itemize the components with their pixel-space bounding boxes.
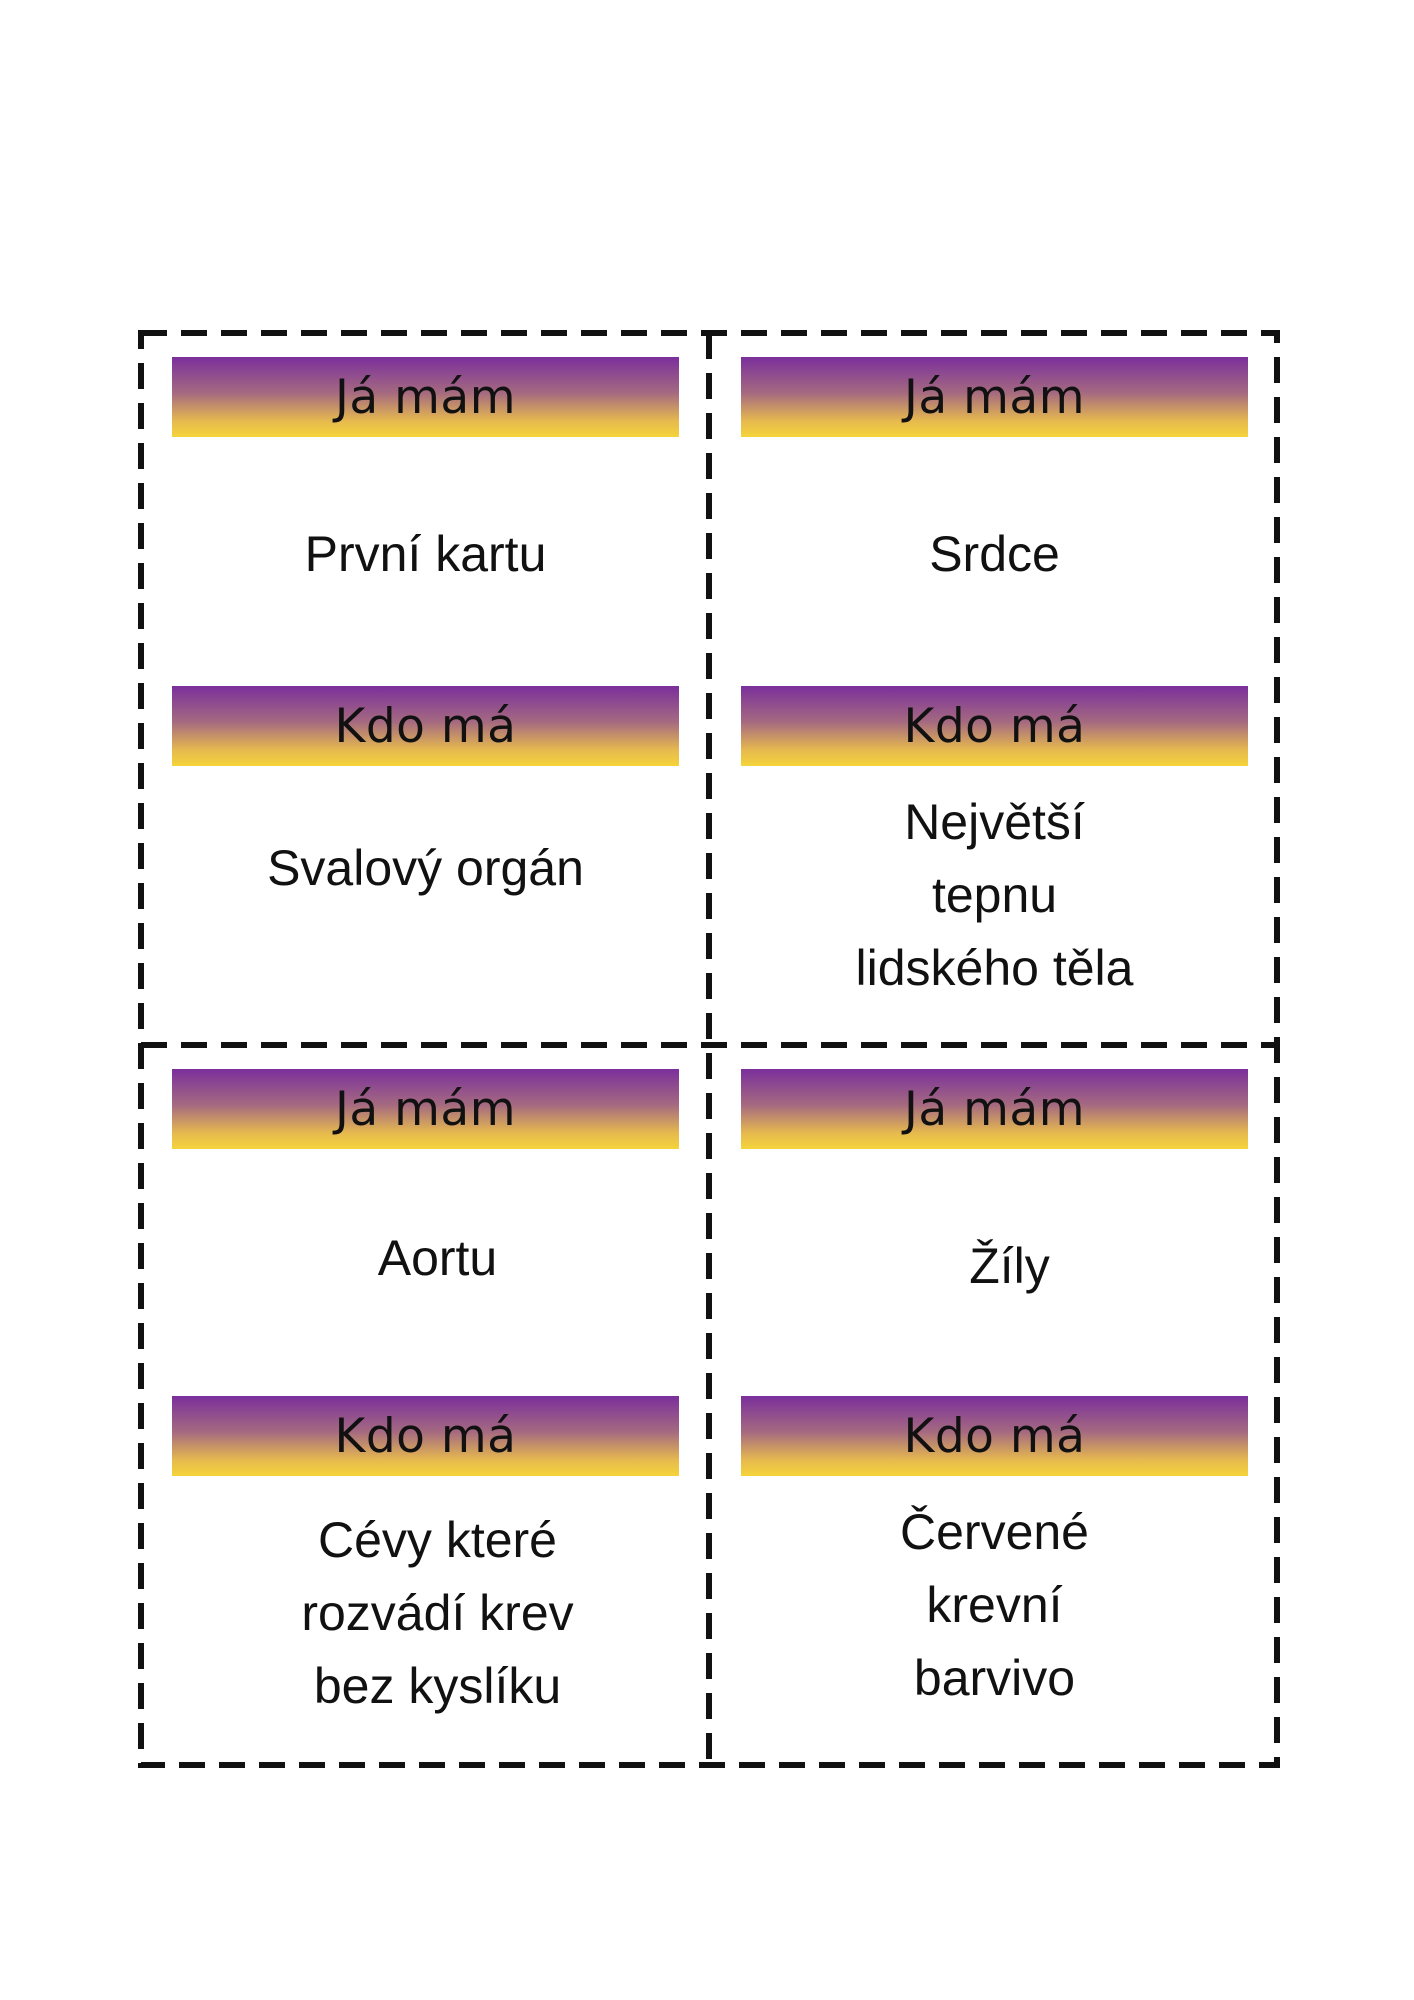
header-label: Kdo má (903, 1408, 1086, 1464)
card-header-who-has (172, 1396, 679, 1476)
card-3 (140, 1050, 707, 1750)
card-header-i-have (741, 1069, 1248, 1149)
card-answer: Žíly (969, 1238, 1050, 1294)
card-header-who-has (172, 686, 679, 766)
card-header-i-have (172, 357, 679, 437)
card-header-who-has (741, 686, 1248, 766)
card-question: Cévy které rozvádí krev bez kyslíku (301, 1512, 574, 1714)
card-4 (709, 1050, 1276, 1750)
card-2 (709, 338, 1276, 1038)
card-answer: Aortu (377, 1230, 498, 1286)
card-header-i-have (741, 357, 1248, 437)
card-header-who-has (741, 1396, 1248, 1476)
card-question: Červené krevní barvivo (900, 1504, 1089, 1706)
card-header-i-have (172, 1069, 679, 1149)
header-label: Kdo má (334, 1408, 517, 1464)
header-label: Já mám (904, 369, 1085, 425)
card-answer: První kartu (304, 526, 547, 582)
header-label: Já mám (335, 1081, 516, 1137)
card-question: Svalový orgán (267, 840, 584, 896)
card-question: Největší tepnu lidského těla (855, 794, 1134, 996)
header-label: Kdo má (334, 698, 517, 754)
header-label: Já mám (904, 1081, 1085, 1137)
header-label: Kdo má (903, 698, 1086, 754)
card-answer: Srdce (929, 526, 1060, 582)
header-label: Já mám (335, 369, 516, 425)
card-1 (140, 338, 707, 1038)
